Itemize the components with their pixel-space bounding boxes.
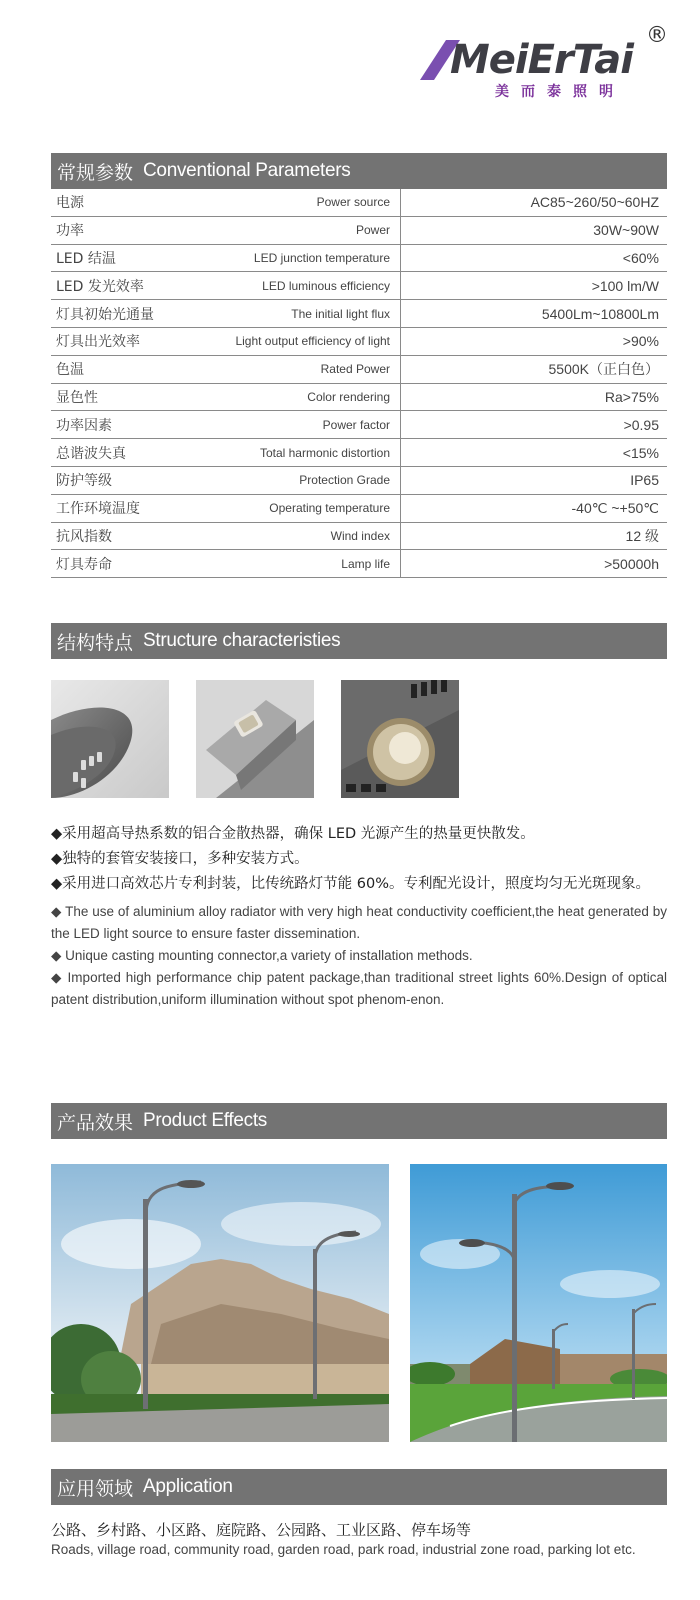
param-label-cn: 总谐波失真 xyxy=(56,445,126,462)
param-value: 5400Lm~10800Lm xyxy=(541,305,659,322)
param-divider xyxy=(400,356,401,383)
param-label-en: Protection Grade xyxy=(299,473,390,488)
param-row xyxy=(51,328,667,356)
params-table xyxy=(51,189,667,578)
param-row xyxy=(51,217,667,245)
param-label-en: Operating temperature xyxy=(269,501,390,516)
param-label-cn: LED 结温 xyxy=(56,250,116,267)
param-divider xyxy=(400,439,401,466)
param-label-cn: 抗风指数 xyxy=(56,528,112,545)
structure-photo-heatsink xyxy=(51,680,169,798)
param-label-en: Light output efficiency of light xyxy=(235,334,390,349)
param-divider xyxy=(400,328,401,355)
param-divider xyxy=(400,272,401,299)
param-label-en: Rated Power xyxy=(320,362,390,377)
feature-cn-1: ◆采用超高导热系数的铝合金散热器，确保 LED 光源产生的热量更快散发。 xyxy=(51,826,535,842)
param-row xyxy=(51,300,667,328)
param-divider xyxy=(400,495,401,522)
logo-chinese: 美而泰照明 xyxy=(495,84,625,100)
feature-en-2: ◆ Unique casting mounting connector,a variety of installation methods. xyxy=(51,948,473,963)
param-label-cn: 电源 xyxy=(56,195,84,212)
param-row xyxy=(51,384,667,412)
feature-list xyxy=(51,822,667,1011)
param-label-en: Power factor xyxy=(322,417,390,432)
param-row xyxy=(51,356,667,384)
param-value: 5500K（正白色） xyxy=(548,361,659,378)
section-title-en: Product Effects xyxy=(143,1110,268,1131)
feature-en-3: ◆ Imported high performance chip patent package,than traditional street lights 60%.Design of optical patent distribution,uniform illumination without spot phenom-enon. xyxy=(51,970,667,1007)
logo-text: MeiErTai xyxy=(450,37,633,83)
param-label-cn: 显色性 xyxy=(56,389,98,406)
structure-photo-lens xyxy=(341,680,459,798)
param-divider xyxy=(400,300,401,327)
param-row xyxy=(51,523,667,551)
param-row xyxy=(51,550,667,578)
param-value: Ra>75% xyxy=(604,388,659,405)
application-text-en: Roads, village road, community road, garden road, park road, industrial zone road, parking lot etc. xyxy=(51,1542,636,1557)
section-header-structure xyxy=(51,623,667,659)
param-label-cn: 功率因素 xyxy=(56,417,112,434)
param-label-en: Lamp life xyxy=(341,556,390,571)
param-value: 30W~90W xyxy=(593,222,659,239)
param-label-cn: 灯具寿命 xyxy=(56,556,112,573)
param-value: >90% xyxy=(622,333,659,350)
param-row xyxy=(51,439,667,467)
brand-logo xyxy=(420,22,680,100)
param-value: AC85~260/50~60HZ xyxy=(530,194,659,211)
application-text-cn: 公路、乡村路、小区路、庭院路、公园路、工业区路、停车场等 xyxy=(51,1521,472,1539)
param-row xyxy=(51,495,667,523)
param-label-cn: 功率 xyxy=(56,223,84,240)
param-value: >100 lm/W xyxy=(591,277,659,294)
param-label-cn: LED 发光效率 xyxy=(56,278,144,295)
param-value: >0.95 xyxy=(623,416,659,433)
param-label-cn: 工作环境温度 xyxy=(56,501,140,518)
section-title-en: Application xyxy=(143,1476,233,1497)
param-label-cn: 灯具初始光通量 xyxy=(56,306,154,323)
effect-photo-plaza xyxy=(51,1164,389,1442)
param-label-en: LED junction temperature xyxy=(253,250,390,265)
param-divider xyxy=(400,217,401,244)
param-label-cn: 防护等级 xyxy=(56,473,112,490)
section-header-params xyxy=(51,153,667,189)
param-label-cn: 灯具出光效率 xyxy=(56,334,140,351)
param-label-en: Color rendering xyxy=(307,389,390,404)
effect-photo-resort xyxy=(410,1164,667,1442)
param-label-en: Power xyxy=(355,223,390,238)
section-title-cn: 结构特点 xyxy=(57,631,134,654)
param-row xyxy=(51,411,667,439)
param-divider xyxy=(400,523,401,550)
param-label-en: Total harmonic distortion xyxy=(259,445,390,460)
section-title-en: Conventional Parameters xyxy=(143,160,351,181)
structure-photo-connector xyxy=(196,680,314,798)
param-divider xyxy=(400,245,401,272)
feature-cn-3: ◆采用进口高效芯片专利封装，比传统路灯节能 60%。专利配光设计，照度均匀无光斑现象。 xyxy=(51,876,650,892)
param-divider xyxy=(400,384,401,411)
feature-cn-2: ◆独特的套管安装接口，多种安装方式。 xyxy=(51,851,309,867)
param-divider xyxy=(400,411,401,438)
param-row xyxy=(51,189,667,217)
section-title-en: Structure characteristies xyxy=(143,630,341,651)
param-divider xyxy=(400,467,401,494)
param-value: -40℃ ~+50℃ xyxy=(571,499,659,516)
param-label-en: Power source xyxy=(316,195,390,210)
param-value: >50000h xyxy=(604,555,659,572)
param-label-en: Wind index xyxy=(330,528,390,543)
section-title-cn: 常规参数 xyxy=(57,161,134,184)
param-value: <15% xyxy=(622,444,659,461)
param-divider xyxy=(400,189,401,216)
param-row xyxy=(51,245,667,273)
param-label-en: The initial light flux xyxy=(291,306,390,321)
param-value: IP65 xyxy=(630,472,659,489)
param-row xyxy=(51,272,667,300)
param-label-en: LED luminous efficiency xyxy=(262,278,390,293)
section-title-cn: 应用领域 xyxy=(57,1477,134,1500)
param-value: 12 级 xyxy=(625,527,659,544)
registered-mark: ® xyxy=(646,23,668,48)
param-label-cn: 色温 xyxy=(56,362,84,379)
section-title-cn: 产品效果 xyxy=(57,1111,134,1134)
feature-en-1: ◆ The use of aluminium alloy radiator with very high heat conductivity coefficient,the heat generated by the LED light source to ensure faster dissemination. xyxy=(51,904,667,941)
param-row xyxy=(51,467,667,495)
param-value: <60% xyxy=(622,249,659,266)
param-divider xyxy=(400,550,401,577)
section-header-effects xyxy=(51,1103,667,1139)
section-header-application xyxy=(51,1469,667,1505)
